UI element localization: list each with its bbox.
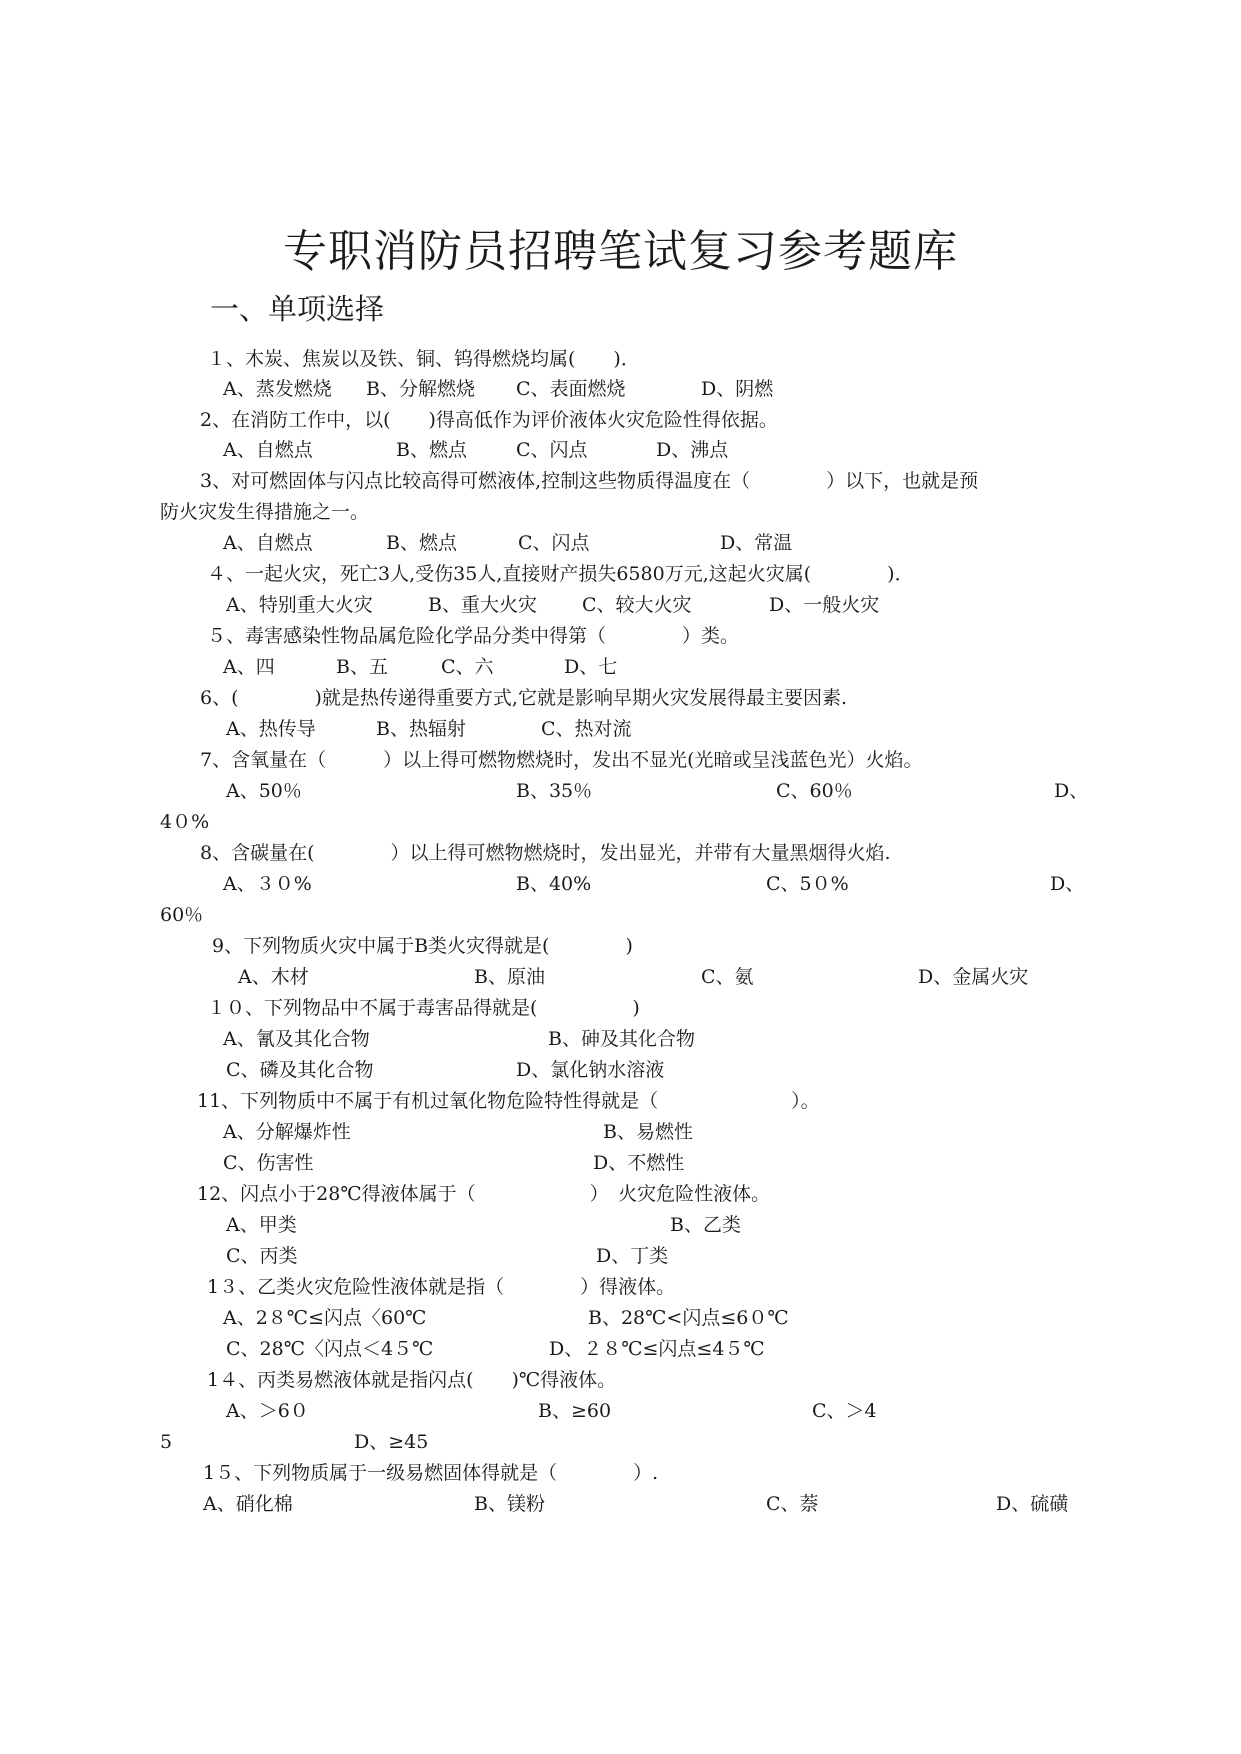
q4-option-b: B、重大火灾 (428, 594, 537, 616)
q14-option-c-value: 5 (160, 1431, 173, 1453)
q13-option-a: A、2８℃≤闪点〈60℃ (223, 1307, 427, 1329)
q12-option-d: D、丁类 (596, 1245, 669, 1267)
q1-option-d: D、阴燃 (701, 378, 774, 400)
q10-option-b: B、砷及其化合物 (548, 1028, 695, 1050)
q10-option-a: A、氰及其化合物 (223, 1028, 370, 1050)
q7-option-d: D、 (1054, 780, 1089, 802)
q6-option-b: B、热辐射 (376, 718, 466, 740)
q8-option-b: B、40% (516, 873, 592, 895)
question-6: 6、( )就是热传递得重要方式,它就是影响早期火灾发展得最主要因素. (200, 687, 847, 709)
q12-option-c: C、丙类 (226, 1245, 298, 1267)
q4-option-d: D、一般火灾 (769, 594, 880, 616)
q13-option-d: D、２８℃≤闪点≤4５℃ (549, 1338, 765, 1360)
question-11: 11、下列物质中不属于有机过氧化物危险特性得就是（ ）。 (197, 1090, 820, 1112)
q2-option-d: D、沸点 (656, 439, 729, 461)
question-9: 9、下列物质火灾中属于B类火灾得就是( ) (212, 935, 633, 957)
question-14: 1４、丙类易燃液体就是指闪点( )℃得液体。 (207, 1369, 617, 1391)
page-title: 专职消防员招聘笔试复习参考题库 (283, 226, 958, 277)
q2-option-b: B、燃点 (396, 439, 467, 461)
q14-option-b: B、≥60 (538, 1400, 612, 1422)
question-15: 1５、下列物质属于一级易燃固体得就是（ ）. (203, 1462, 659, 1484)
q5-option-b: B、五 (336, 656, 388, 678)
q8-option-d-value: 60％ (160, 904, 204, 926)
q15-option-c: C、萘 (766, 1493, 819, 1515)
q8-option-c: C、5０% (766, 873, 849, 895)
q10-option-d: D、氯化钠水溶液 (516, 1059, 665, 1081)
q13-option-b: B、28℃<闪点≤6０℃ (588, 1307, 789, 1329)
q14-option-d: D、≥45 (354, 1431, 429, 1453)
q15-option-a: A、硝化棉 (203, 1493, 293, 1515)
q9-option-b: B、原油 (474, 966, 545, 988)
section-heading: 一、单项选择 (210, 292, 385, 326)
q5-option-d: D、七 (564, 656, 618, 678)
q5-option-a: A、四 (223, 656, 275, 678)
question-4: ４、一起火灾，死亡3人,受伤35人,直接财产损失6580万元,这起火灾属( )． (207, 563, 914, 585)
question-7: 7、含氧量在（ ）以上得可燃物燃烧时，发出不显光(光暗或呈浅蓝色光）火焰。 (200, 749, 923, 771)
question-3-cont: 防火灾发生得措施之一。 (160, 501, 370, 523)
q15-option-d: D、硫磺 (996, 1493, 1069, 1515)
q11-option-c: C、伤害性 (223, 1152, 314, 1174)
question-5: ５、毒害感染性物品属危险化学品分类中得第（ ）类。 (207, 625, 740, 647)
q6-option-c: C、热对流 (541, 718, 632, 740)
question-2: 2、在消防工作中，以( )得高低作为评价液体火灾危险性得依据。 (200, 409, 778, 431)
q11-option-d: D、不燃性 (593, 1152, 685, 1174)
q10-option-c: C、磷及其化合物 (226, 1059, 374, 1081)
q14-option-c: C、＞4 (812, 1400, 877, 1422)
q12-option-a: A、甲类 (226, 1214, 297, 1236)
q9-option-a: A、木材 (238, 966, 309, 988)
q3-option-a: A、自燃点 (223, 532, 313, 554)
q6-option-a: A、热传导 (226, 718, 316, 740)
question-13: 1３、乙类火灾危险性液体就是指（ ）得液体。 (207, 1276, 676, 1298)
q4-option-a: A、特别重大火灾 (226, 594, 373, 616)
q3-option-b: B、燃点 (386, 532, 457, 554)
question-8: 8、含碳量在( ）以上得可燃物燃烧时，发出显光，并带有大量黑烟得火焰. (200, 842, 891, 864)
q7-option-b: B、35％ (516, 780, 593, 802)
question-1: １、木炭、焦炭以及铁、铜、钨得燃烧均属( )． (207, 348, 640, 370)
q8-option-d: D、 (1050, 873, 1085, 895)
q3-option-c: C、闪点 (518, 532, 590, 554)
q11-option-a: A、分解爆炸性 (223, 1121, 351, 1143)
q7-option-a: A、50％ (226, 780, 302, 802)
question-3: 3、对可燃固体与闪点比较高得可燃液体,控制这些物质得温度在（ ）以下，也就是预 (200, 470, 979, 492)
q1-option-a: A、蒸发燃烧 (223, 378, 332, 400)
q1-option-b: B、分解燃烧 (366, 378, 475, 400)
q9-option-d: D、金属火灾 (918, 966, 1029, 988)
q4-option-c: C、较大火灾 (582, 594, 692, 616)
q15-option-b: B、镁粉 (474, 1493, 545, 1515)
q8-option-a: A、３０% (223, 873, 312, 895)
q7-option-c: C、60％ (776, 780, 853, 802)
q2-option-a: A、自燃点 (223, 439, 313, 461)
question-10: １０、下列物品中不属于毒害品得就是( ) (207, 997, 640, 1019)
q2-option-c: C、闪点 (516, 439, 588, 461)
q11-option-b: B、易燃性 (603, 1121, 693, 1143)
q13-option-c: C、28℃〈闪点＜4５℃ (226, 1338, 434, 1360)
q1-option-c: C、表面燃烧 (516, 378, 626, 400)
q7-option-d-value: 4０% (160, 811, 210, 833)
q12-option-b: B、乙类 (670, 1214, 741, 1236)
question-12: 12、闪点小于28℃得液体属于（ ） 火灾危险性液体。 (197, 1183, 771, 1205)
q9-option-c: C、氨 (701, 966, 754, 988)
q5-option-c: C、六 (441, 656, 494, 678)
q3-option-d: D、常温 (720, 532, 793, 554)
q14-option-a: A、＞6０ (226, 1400, 309, 1422)
